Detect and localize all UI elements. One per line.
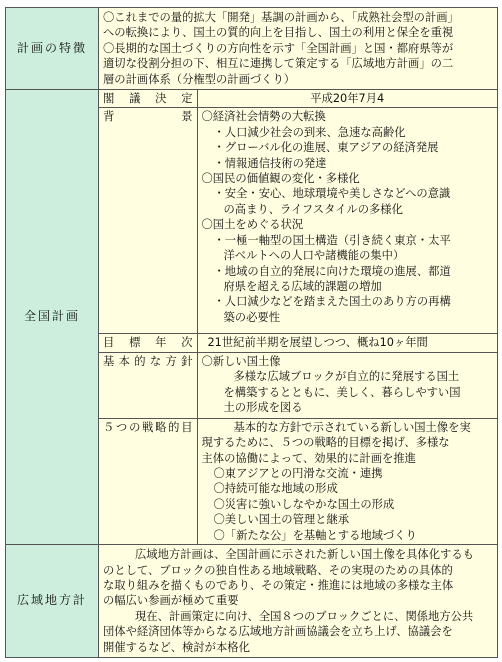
- background-line: の高まり、ライフスタイルの多様化: [223, 202, 403, 216]
- background-line: ・地域の自立的発展に向けた環境の進展、都道: [213, 264, 451, 278]
- feature-line: 〇長期的な国土づくりの方向性を示す「全国計画」と国・都府県等が: [103, 41, 454, 55]
- background-line: ・人口減少社会の到来、急速な高齢化: [213, 125, 406, 139]
- regional-header: 広域地方計: [6, 545, 99, 658]
- background-line: 洋ベルトへの人口や諸機能の集中）: [223, 249, 405, 263]
- decision-row: [99, 90, 497, 108]
- background-label: 背景: [99, 108, 197, 334]
- background-line: ・人口減少などを踏まえた国土のあり方の再構: [213, 295, 451, 309]
- policy-line: 土の形成を図る: [223, 401, 303, 415]
- national-row: [6, 90, 498, 545]
- policy-line: 多様な広域ブロックが自立的に発展する国土: [233, 370, 460, 384]
- regional-line: の幅広い参画が極めて重要: [103, 594, 239, 608]
- background-line: ・安全・安心、地球環境や美しさなどへの意識: [213, 187, 451, 201]
- policy-body: [197, 352, 497, 418]
- national-inner-table: [99, 90, 497, 544]
- strategy-body: [197, 418, 497, 544]
- regional-line: 現在、計画策定に向け、全国８つのブロックごとに、関係地方公共: [135, 609, 474, 623]
- regional-row: [6, 545, 498, 658]
- background-line: 〇国土をめぐる状況: [201, 218, 304, 232]
- strategy-row: [99, 418, 497, 544]
- regional-line: 広域地方計画は、全国計画に示された新しい国土像を具体化するも: [135, 548, 474, 562]
- background-line: ・一極一軸型の国土構造（引き続く東京・太平: [213, 233, 451, 247]
- background-line: ・グローバル化の進展、東アジアの経済発展: [213, 141, 439, 155]
- strategy-line: 〇美しい国土の管理と継承: [213, 513, 350, 527]
- strategy-line: 〇持続可能な地域の形成: [213, 482, 338, 496]
- national-body: [99, 90, 498, 545]
- strategy-line: 〇「新たな公」を基軸とする地域づくり: [213, 528, 417, 542]
- regional-line: な取り組みを描くものであり、その策定・推進には地域の多様な主体: [103, 578, 454, 592]
- regional-line: 団体や経済団体等からなる広域地方計画協議会を立ち上げ、協議会を: [103, 625, 453, 639]
- decision-label: 閣議決定: [99, 90, 197, 108]
- background-body: [197, 108, 497, 334]
- national-header: 全国計画: [6, 90, 99, 545]
- strategy-label: ５つの戦略的目: [99, 418, 197, 544]
- features-header: 計画の特徴: [6, 8, 99, 90]
- feature-line: への転換により、国土の質的向上を目指し、国土の利用と保全を重視: [103, 26, 454, 40]
- strategy-line: 主体の協働によって、効果的に計画を推進: [201, 451, 416, 465]
- strategy-line: 基本的な方針で示されている新しい国土像を実: [233, 420, 471, 434]
- background-line: 築の必要性: [223, 310, 280, 324]
- background-line: 府県を超える広域的課題の増加: [223, 279, 382, 293]
- feature-line: 適切な役割分担の下、相互に連携して策定する「広域地方計画」の二: [103, 57, 454, 71]
- feature-line: 〇これまでの量的拡大「開発」基調の計画から、「成熟社会型の計画」: [103, 11, 459, 24]
- policy-line: 〇新しい国土像: [201, 354, 281, 368]
- strategy-line: 現するために、５つの戦略的目標を掲げ、多様な: [201, 436, 450, 450]
- background-row: [99, 108, 497, 334]
- target-year-row: [99, 334, 497, 352]
- target-year-value: 21世紀前半期を展望しつつ、概ね10ヶ年間: [197, 334, 497, 352]
- background-line: ・情報通信技術の発達: [213, 156, 327, 170]
- plan-summary-table: [5, 7, 498, 658]
- background-line: 〇経済社会情勢の大転換: [201, 110, 326, 124]
- regional-line: 開催するなど、検討が本格化: [103, 640, 250, 654]
- decision-value: 平成20年7月4: [197, 90, 497, 108]
- regional-line: のとして、ブロックの独自性ある地域戦略、その実現のための具体的: [103, 563, 453, 577]
- target-year-label: 目標年次: [99, 334, 197, 352]
- feature-line: 層の計画体系（分権型の計画づくり）: [103, 72, 296, 86]
- regional-body: [99, 545, 498, 658]
- policy-line: を構築するとともに、美しく、暮らしやすい国: [223, 385, 461, 399]
- strategy-line: 〇災害に強いしなやかな国土の形成: [213, 497, 395, 511]
- background-line: 〇国民の価値観の変化・多様化: [201, 172, 360, 186]
- features-row: [6, 8, 498, 90]
- policy-row: [99, 352, 497, 418]
- features-body: [99, 8, 498, 90]
- policy-label: 基本的な方針: [99, 352, 197, 418]
- strategy-line: 〇東アジアとの円滑な交流・連携: [213, 467, 383, 481]
